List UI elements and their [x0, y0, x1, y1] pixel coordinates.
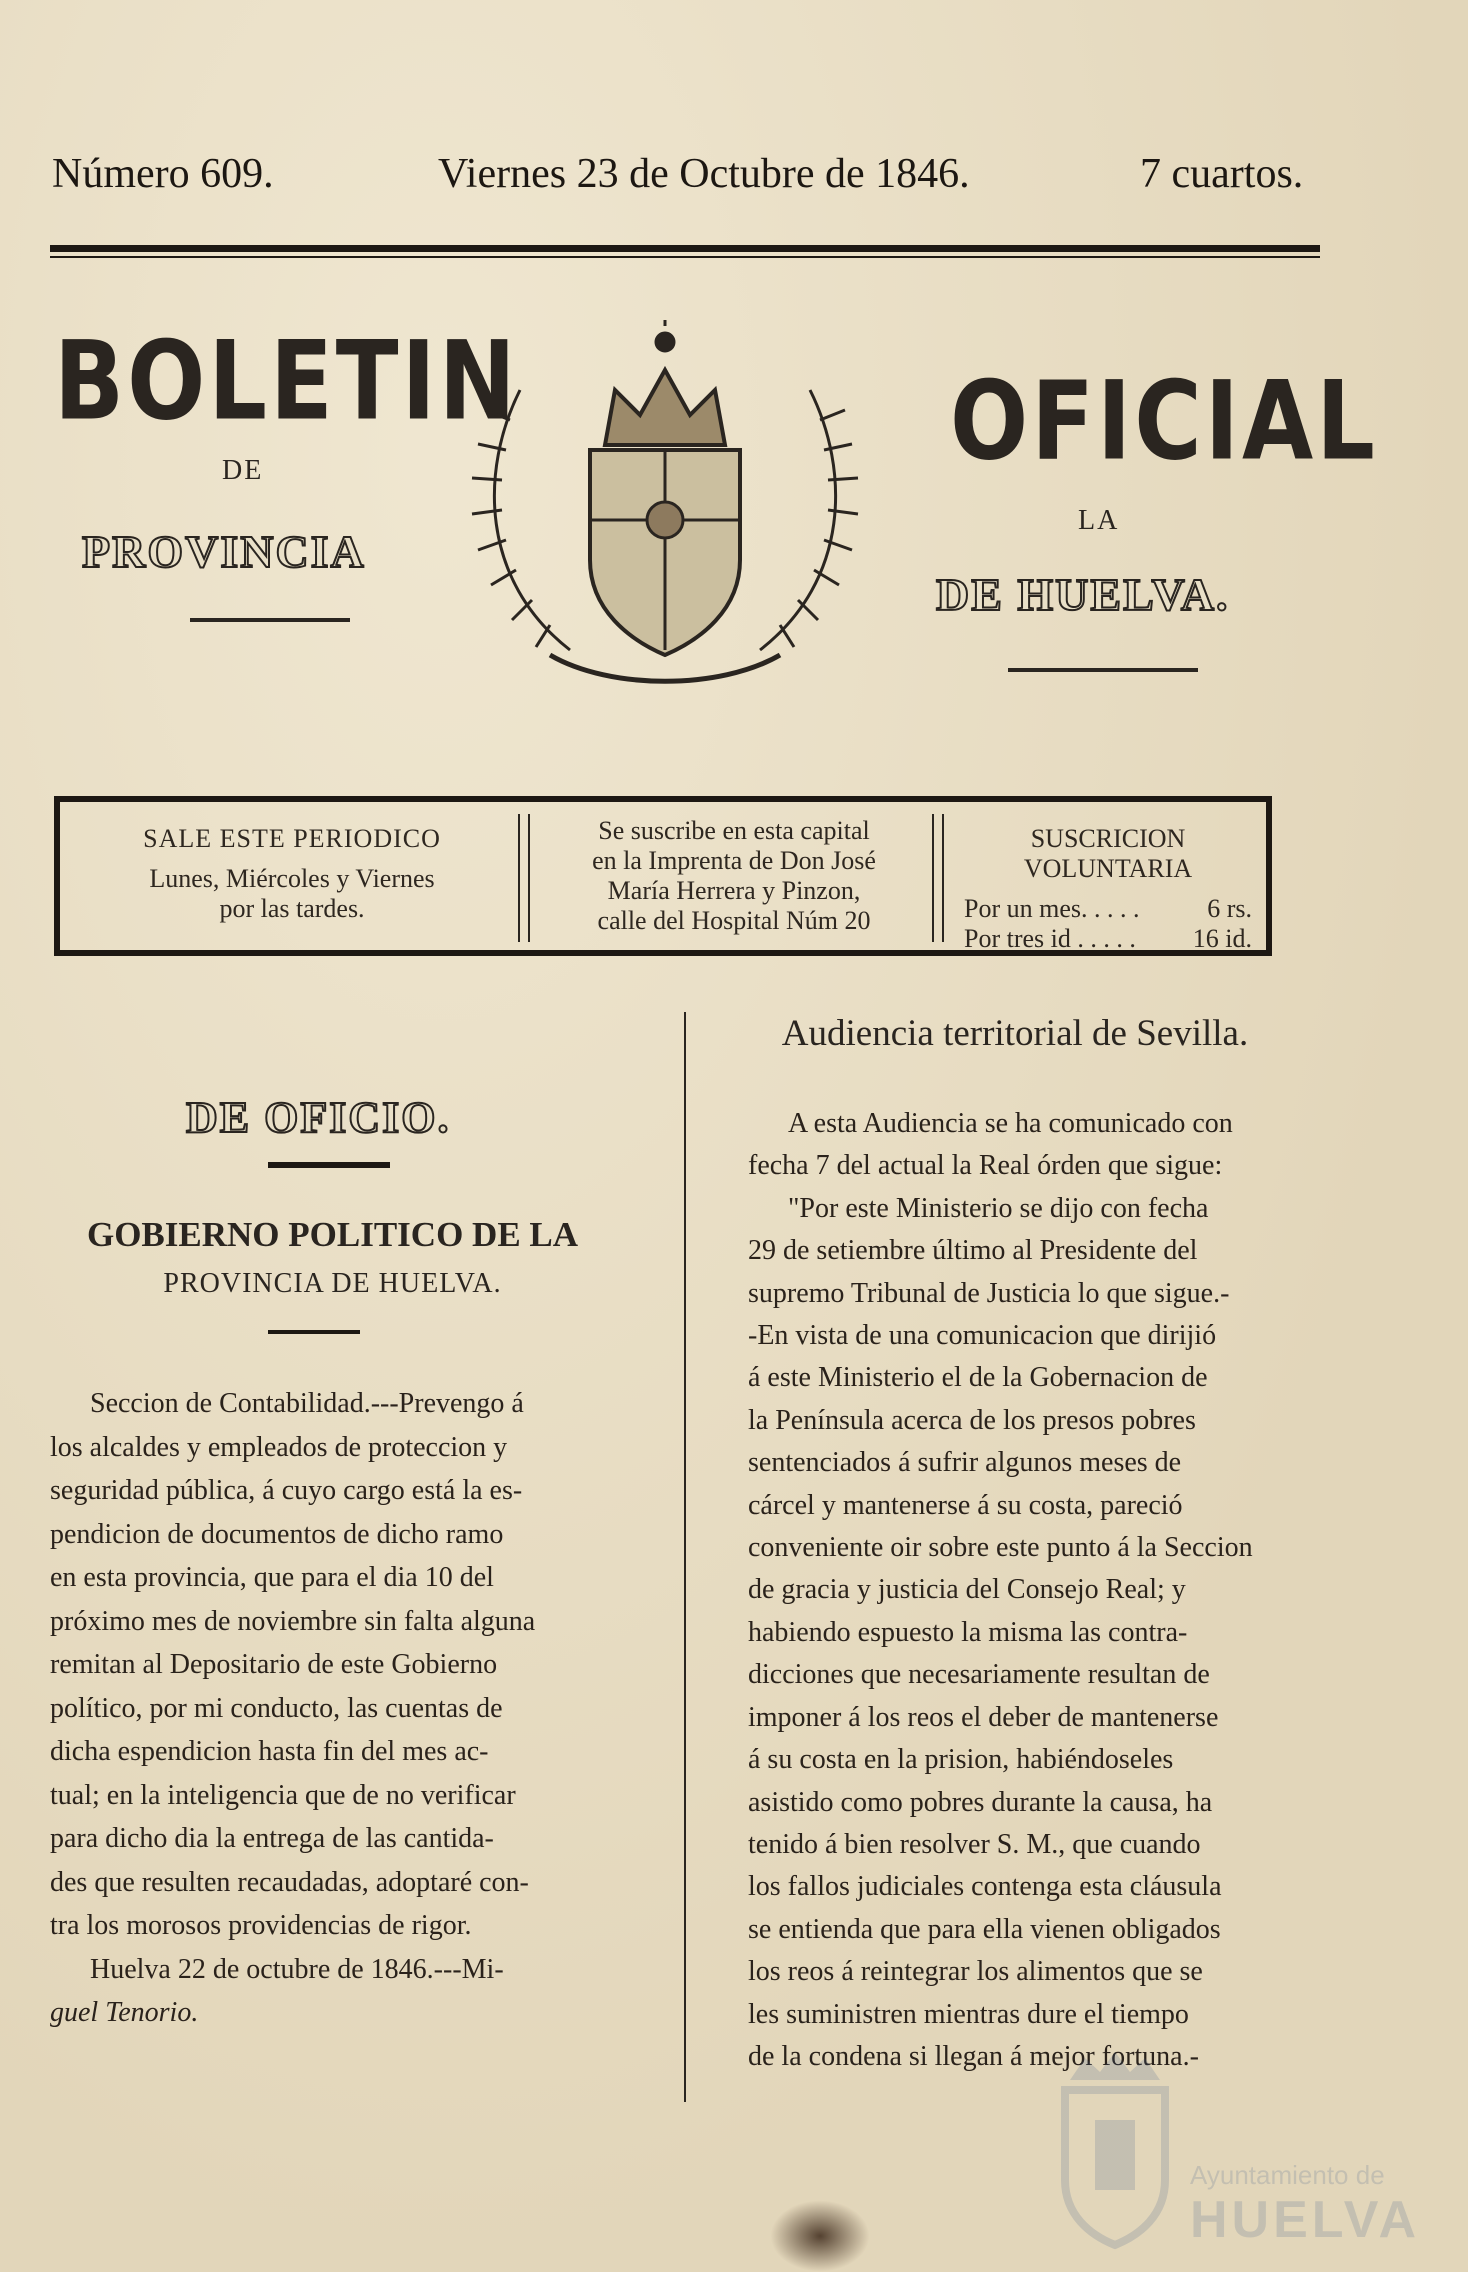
right-article: [748, 1103, 1316, 2078]
right-line: fecha 7 del actual la Real órden que sigue:: [748, 1150, 1223, 1182]
left-heading-gobierno: GOBIERNO POLITICO DE LA: [86, 1215, 579, 1254]
ink-stain: [770, 2200, 870, 2272]
box-mid-line1: Se suscribe en esta capital: [598, 816, 870, 845]
left-line: político, por mi conducto, las cuentas de: [50, 1692, 503, 1724]
box-right-row2-value: 16 id.: [1192, 924, 1252, 953]
box-left-title: SALE ESTE PERIODICO: [143, 824, 441, 853]
box-left-line2: por las tardes.: [219, 894, 365, 923]
left-article: [50, 1382, 615, 2035]
box-separator-right: [932, 814, 944, 942]
box-right-title: SUSCRICION VOLUNTARIA: [1023, 824, 1193, 883]
right-line: imponer á los reos el deber de mantenerse: [748, 1701, 1219, 1733]
right-line: se entienda que para ella vienen obligados: [748, 1913, 1221, 1945]
right-line: "Por este Ministerio se dijo con fecha: [788, 1192, 1209, 1224]
left-line: remitan al Depositario de este Gobierno: [50, 1649, 498, 1680]
right-line: tenido á bien resolver S. M., que cuando: [748, 1828, 1201, 1860]
left-line: tual; en la inteligencia que de no verificar: [50, 1779, 516, 1811]
left-line: seguridad pública, á cuyo cargo está la es-: [50, 1475, 523, 1506]
ornament-rule-left: [190, 618, 350, 622]
watermark-line1: Ayuntamiento de: [1190, 2160, 1385, 2190]
right-line: los reos á reintegrar los alimentos que se: [748, 1956, 1203, 1988]
city-shield-icon: [1050, 2050, 1180, 2250]
issue-price: 7 cuartos.: [1140, 151, 1304, 197]
heading-rule: [268, 1330, 360, 1334]
masthead-oficial: OFICIAL: [950, 358, 1378, 485]
left-line: en esta provincia, que para el dia 10 del: [50, 1562, 494, 1593]
box-mid-line2: en la Imprenta de Don José: [592, 846, 876, 875]
ornament-rule-right: [1008, 668, 1198, 672]
right-line: los fallos judiciales contenga esta cláusula: [748, 1871, 1222, 1903]
section-rule: [268, 1162, 390, 1168]
right-line: habiendo espuesto la misma las contra-: [748, 1616, 1188, 1648]
box-right-row1-value: 6 rs.: [1207, 894, 1252, 923]
issue-number: Número 609.: [52, 151, 274, 197]
right-line: cárcel y mantenerse á su costa, pareció: [748, 1489, 1183, 1521]
header-rule-thin: [50, 256, 1320, 258]
masthead-boletin: BOLETIN: [54, 318, 519, 445]
right-line: asistido como pobres durante la causa, ha: [748, 1786, 1213, 1818]
box-left-line1: Lunes, Miércoles y Viernes: [149, 864, 435, 893]
issue-date: Viernes 23 de Octubre de 1846.: [438, 151, 970, 197]
box-separator-left: [518, 814, 530, 942]
right-line: supremo Tribunal de Justicia lo que sigue.-: [748, 1277, 1230, 1309]
right-line: sentenciados á sufrir algunos meses de: [748, 1447, 1182, 1479]
masthead-provincia: PROVINCIA: [82, 526, 366, 577]
right-line: conveniente oir sobre este punto á la Seccion: [748, 1532, 1253, 1564]
watermark-line2: HUELVA: [1190, 2191, 1421, 2249]
box-right-row1-label: Por un mes. . . . .: [964, 894, 1140, 923]
right-line: á este Ministerio el de la Gobernacion de: [748, 1362, 1208, 1394]
left-line: los alcaldes y empleados de proteccion y: [50, 1431, 508, 1463]
left-line: dicha espendicion hasta fin del mes ac-: [50, 1736, 489, 1767]
ayuntamiento-watermark: [1050, 2050, 1421, 2260]
left-line: Seccion de Contabilidad.---Prevengo á: [90, 1388, 524, 1419]
box-mid-line4: calle del Hospital Núm 20: [597, 906, 871, 935]
left-line: tra los morosos providencias de rigor.: [50, 1910, 472, 1941]
left-line: des que resulten recaudadas, adoptaré con-: [50, 1866, 529, 1898]
right-line: -En vista de una comunicacion que dirijió: [748, 1320, 1217, 1352]
section-title-de-oficio: DE OFICIO.: [186, 1093, 451, 1142]
left-line: pendicion de documentos de dicho ramo: [50, 1518, 504, 1550]
right-line: de la condena si llegan á mejor fortuna.-: [748, 2040, 1199, 2072]
left-heading-provincia: PROVINCIA DE HUELVA.: [163, 1268, 502, 1299]
right-line: á su costa en la prision, habiéndoseles: [748, 1744, 1174, 1776]
box-mid-line3: María Herrera y Pinzon,: [607, 876, 861, 905]
left-line: para dicho dia la entrega de las cantida-: [50, 1823, 494, 1854]
right-line: la Península acerca de los presos pobres: [748, 1404, 1196, 1436]
column-divider: [684, 1012, 686, 2102]
subscription-box: [54, 796, 1272, 956]
right-line: 29 de setiembre último al Presidente del: [748, 1235, 1198, 1267]
right-line: dicciones que necesariamente resultan de: [748, 1659, 1210, 1691]
header-rule-thick: [50, 245, 1320, 252]
royal-coat-of-arms-icon: [440, 320, 890, 690]
box-right-row2-label: Por tres id . . . . .: [964, 924, 1136, 953]
right-line: A esta Audiencia se ha comunicado con: [788, 1108, 1233, 1139]
signature-line1: Huelva 22 de octubre de 1846.---Mi-: [90, 1953, 504, 1985]
left-line: próximo mes de noviembre sin falta alguna: [50, 1605, 536, 1637]
signature-line2: guel Tenorio.: [50, 1997, 199, 2028]
masthead-de-huelva: DE HUELVA.: [936, 569, 1230, 620]
right-heading-audiencia: Audiencia territorial de Sevilla.: [781, 1013, 1249, 1054]
masthead-la: LA: [1078, 505, 1120, 536]
masthead-de: DE: [222, 455, 264, 486]
right-line: de gracia y justicia del Consejo Real; y: [748, 1574, 1186, 1606]
right-line: les suministren mientras dure el tiempo: [748, 1998, 1189, 2030]
